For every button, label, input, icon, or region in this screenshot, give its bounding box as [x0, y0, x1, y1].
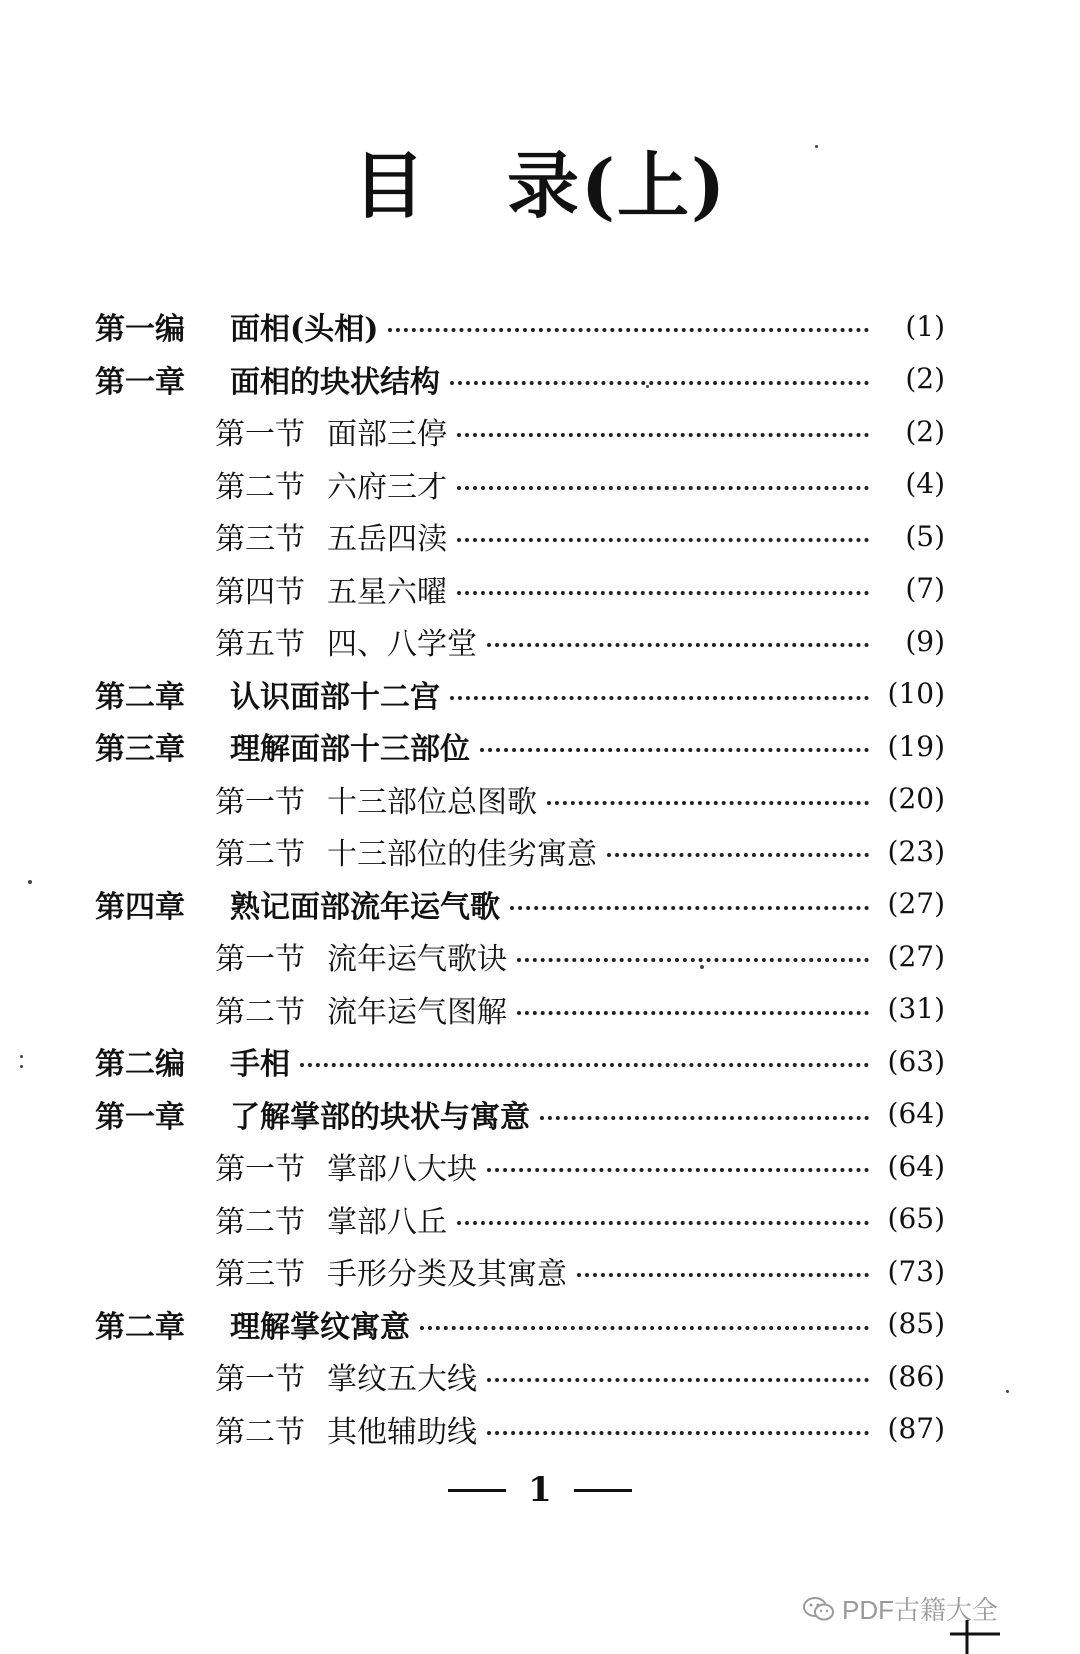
toc-entry[interactable] [95, 1035, 945, 1088]
toc-entry-label [95, 1092, 530, 1136]
toc-entry-number: 第二节 [215, 1204, 305, 1240]
toc-entry-title: 流年运气歌诀 [327, 942, 507, 978]
scan-speck [700, 965, 704, 969]
toc-entry-title: 五星六曜 [327, 574, 447, 610]
toc-entry-title: 四、八学堂 [327, 627, 477, 663]
footer-page-number: 1 [528, 1470, 552, 1510]
toc-entry-number: 第二节 [215, 994, 305, 1030]
toc-entry-title: 手形分类及其寓意 [327, 1257, 567, 1293]
toc-leader-dots [420, 1326, 869, 1330]
toc-entry-page: (86) [887, 1359, 945, 1393]
toc-entry-number: 第一节 [215, 1152, 305, 1188]
toc-entry-label [215, 777, 537, 821]
toc-entry-title: 认识面部十二宫 [230, 679, 440, 715]
toc-entry-number: 第一节 [215, 784, 305, 820]
toc-leader-dots [607, 853, 869, 857]
toc-entry-number: 第一节 [215, 942, 305, 978]
toc-entry-page: (23) [887, 834, 945, 868]
toc-entry[interactable] [95, 615, 945, 668]
toc-entry[interactable] [95, 405, 945, 458]
toc-entry-label [215, 1197, 447, 1241]
toc-entry-number: 第二章 [95, 1309, 185, 1345]
toc-leader-dots [480, 748, 869, 752]
toc-entry-number: 第二编 [95, 1047, 185, 1083]
toc-entry-page: (7) [905, 572, 945, 606]
toc-entry-title: 五岳四渎 [327, 522, 447, 558]
toc-leader-dots [300, 1063, 869, 1067]
toc-entry-page: (9) [905, 624, 945, 658]
scan-speck [28, 880, 32, 884]
toc-entry[interactable] [95, 983, 945, 1036]
toc-entry-page: (27) [887, 939, 945, 973]
toc-entry-page: (27) [887, 887, 945, 921]
toc-leader-dots [457, 433, 869, 437]
toc-entry-page: (87) [887, 1412, 945, 1446]
toc-entry-number: 第五节 [215, 627, 305, 663]
toc-entry-number: 第四章 [95, 889, 185, 925]
toc-entry-number: 第四节 [215, 574, 305, 610]
toc-entry-label [95, 1039, 290, 1083]
toc-entry-title: 手相 [230, 1047, 290, 1083]
toc-entry-page: (20) [887, 782, 945, 816]
toc-entry[interactable] [95, 720, 945, 773]
toc-entry-title: 理解掌纹寓意 [230, 1309, 410, 1345]
scan-speck [646, 385, 649, 388]
toc-entry-page: (5) [905, 519, 945, 553]
page-footer [0, 1470, 1080, 1510]
scan-speck [1006, 1390, 1009, 1393]
toc-entry-number: 第二节 [215, 1414, 305, 1450]
toc-entry-label [95, 357, 440, 401]
footer-rule-right [574, 1489, 632, 1492]
toc-entry-page: (73) [887, 1254, 945, 1288]
toc-entry-page: (31) [887, 992, 945, 1026]
toc-entry-page: (2) [905, 414, 945, 448]
toc-entry-page: (1) [905, 309, 945, 343]
toc-entry-label [215, 1354, 477, 1398]
toc-entry-title: 十三部位的佳劣寓意 [327, 837, 597, 873]
toc-entry-page: (63) [887, 1044, 945, 1078]
toc-entry-title: 掌部八丘 [327, 1204, 447, 1240]
toc-entry[interactable] [95, 1140, 945, 1193]
scan-speck [815, 145, 818, 148]
toc-entry-label [95, 672, 440, 716]
toc-entry-number: 第三章 [95, 732, 185, 768]
toc-entry-title: 理解面部十三部位 [230, 732, 470, 768]
toc-entry-page: (85) [887, 1307, 945, 1341]
toc-entry[interactable] [95, 1403, 945, 1456]
toc-entry-label [215, 934, 507, 978]
toc-entry-title: 掌纹五大线 [327, 1362, 477, 1398]
toc-entry[interactable] [95, 300, 945, 353]
toc-entry[interactable] [95, 878, 945, 931]
toc-entry-label [215, 409, 447, 453]
toc-entry-number: 第一节 [215, 417, 305, 453]
toc-entry-label [215, 514, 447, 558]
toc-entry-number: 第三节 [215, 1257, 305, 1293]
toc-entry[interactable] [95, 1088, 945, 1141]
toc-entry[interactable] [95, 510, 945, 563]
toc-leader-dots [510, 906, 869, 910]
toc-entry[interactable] [95, 1193, 945, 1246]
toc-entry[interactable] [95, 1350, 945, 1403]
toc-leader-dots [487, 643, 869, 647]
toc-entry-page: (4) [905, 467, 945, 501]
toc-leader-dots [450, 381, 869, 385]
toc-entry[interactable] [95, 930, 945, 983]
toc-entry-label [215, 829, 597, 873]
toc-entry-page: (2) [905, 362, 945, 396]
toc-entry[interactable] [95, 1298, 945, 1351]
toc-entry[interactable] [95, 773, 945, 826]
toc-entry-label [215, 1144, 477, 1188]
toc-entry-number: 第一节 [215, 1362, 305, 1398]
toc-entry-title: 面相的块状结构 [230, 364, 440, 400]
toc-leader-dots [457, 1221, 869, 1225]
toc-entry-number: 第一章 [95, 1099, 185, 1135]
toc-entry-page: (64) [887, 1149, 945, 1183]
toc-entry-page: (65) [887, 1202, 945, 1236]
toc-leader-dots [457, 538, 869, 542]
toc-leader-dots [540, 1116, 869, 1120]
toc-leader-dots [388, 328, 869, 332]
toc-leader-dots [547, 801, 869, 805]
toc-entry-page: (64) [887, 1097, 945, 1131]
toc-entry-label [95, 882, 500, 926]
toc-entry-label [215, 567, 447, 611]
toc-entry[interactable] [95, 1245, 945, 1298]
title-part-1: 目 [352, 143, 427, 228]
toc-leader-dots [577, 1273, 869, 1277]
scan-speck [20, 1055, 23, 1058]
title-part-2: 录(上) [506, 143, 728, 228]
toc-entry-label [95, 304, 378, 348]
toc-entry[interactable] [95, 353, 945, 406]
toc-entry-page: (19) [887, 729, 945, 763]
toc-entry[interactable] [95, 668, 945, 721]
toc-entry-title: 面部三停 [327, 417, 447, 453]
toc-entry-title: 面相(头相) [230, 312, 379, 348]
toc-entry[interactable] [95, 563, 945, 616]
toc-entry-label [95, 724, 470, 768]
footer-rule-left [448, 1489, 506, 1492]
toc-entry-label [95, 1302, 410, 1346]
toc-leader-dots [487, 1431, 869, 1435]
toc-entry-page: (10) [887, 677, 945, 711]
toc-entry-title: 十三部位总图歌 [327, 784, 537, 820]
toc-entry-label [215, 1249, 567, 1293]
scan-crop-mark [945, 1620, 1005, 1654]
scan-speck [20, 1065, 23, 1068]
toc-leader-dots [517, 1011, 869, 1015]
toc-entry-number: 第三节 [215, 522, 305, 558]
toc-entry-title: 其他辅助线 [327, 1414, 477, 1450]
toc-entry-number: 第二章 [95, 679, 185, 715]
toc-entry-title: 六府三才 [327, 469, 447, 505]
toc-leader-dots [457, 486, 869, 490]
wechat-icon [802, 1596, 836, 1622]
toc-entry-number: 第二节 [215, 469, 305, 505]
page-title [0, 143, 1080, 228]
watermark-text: PDF古籍大全 [841, 1595, 998, 1625]
toc-entry-label [215, 462, 447, 506]
toc-entry-title: 掌部八大块 [327, 1152, 477, 1188]
toc-leader-dots [487, 1168, 869, 1172]
toc-entry-title: 了解掌部的块状与寓意 [230, 1099, 530, 1135]
toc-entry-label [215, 987, 507, 1031]
toc-entry-number: 第一章 [95, 364, 185, 400]
toc-entry-number: 第二节 [215, 837, 305, 873]
toc-entry-title: 熟记面部流年运气歌 [230, 889, 500, 925]
toc-entry-label [215, 1407, 477, 1451]
toc-leader-dots [487, 1378, 869, 1382]
toc-leader-dots [457, 591, 869, 595]
toc-entry[interactable] [95, 458, 945, 511]
toc-entry[interactable] [95, 825, 945, 878]
toc-entry-title: 流年运气图解 [327, 994, 507, 1030]
toc-entry-label [215, 619, 477, 663]
toc-leader-dots [517, 958, 869, 962]
toc-leader-dots [450, 696, 869, 700]
table-of-contents [95, 300, 945, 1455]
toc-entry-number: 第一编 [95, 312, 185, 348]
